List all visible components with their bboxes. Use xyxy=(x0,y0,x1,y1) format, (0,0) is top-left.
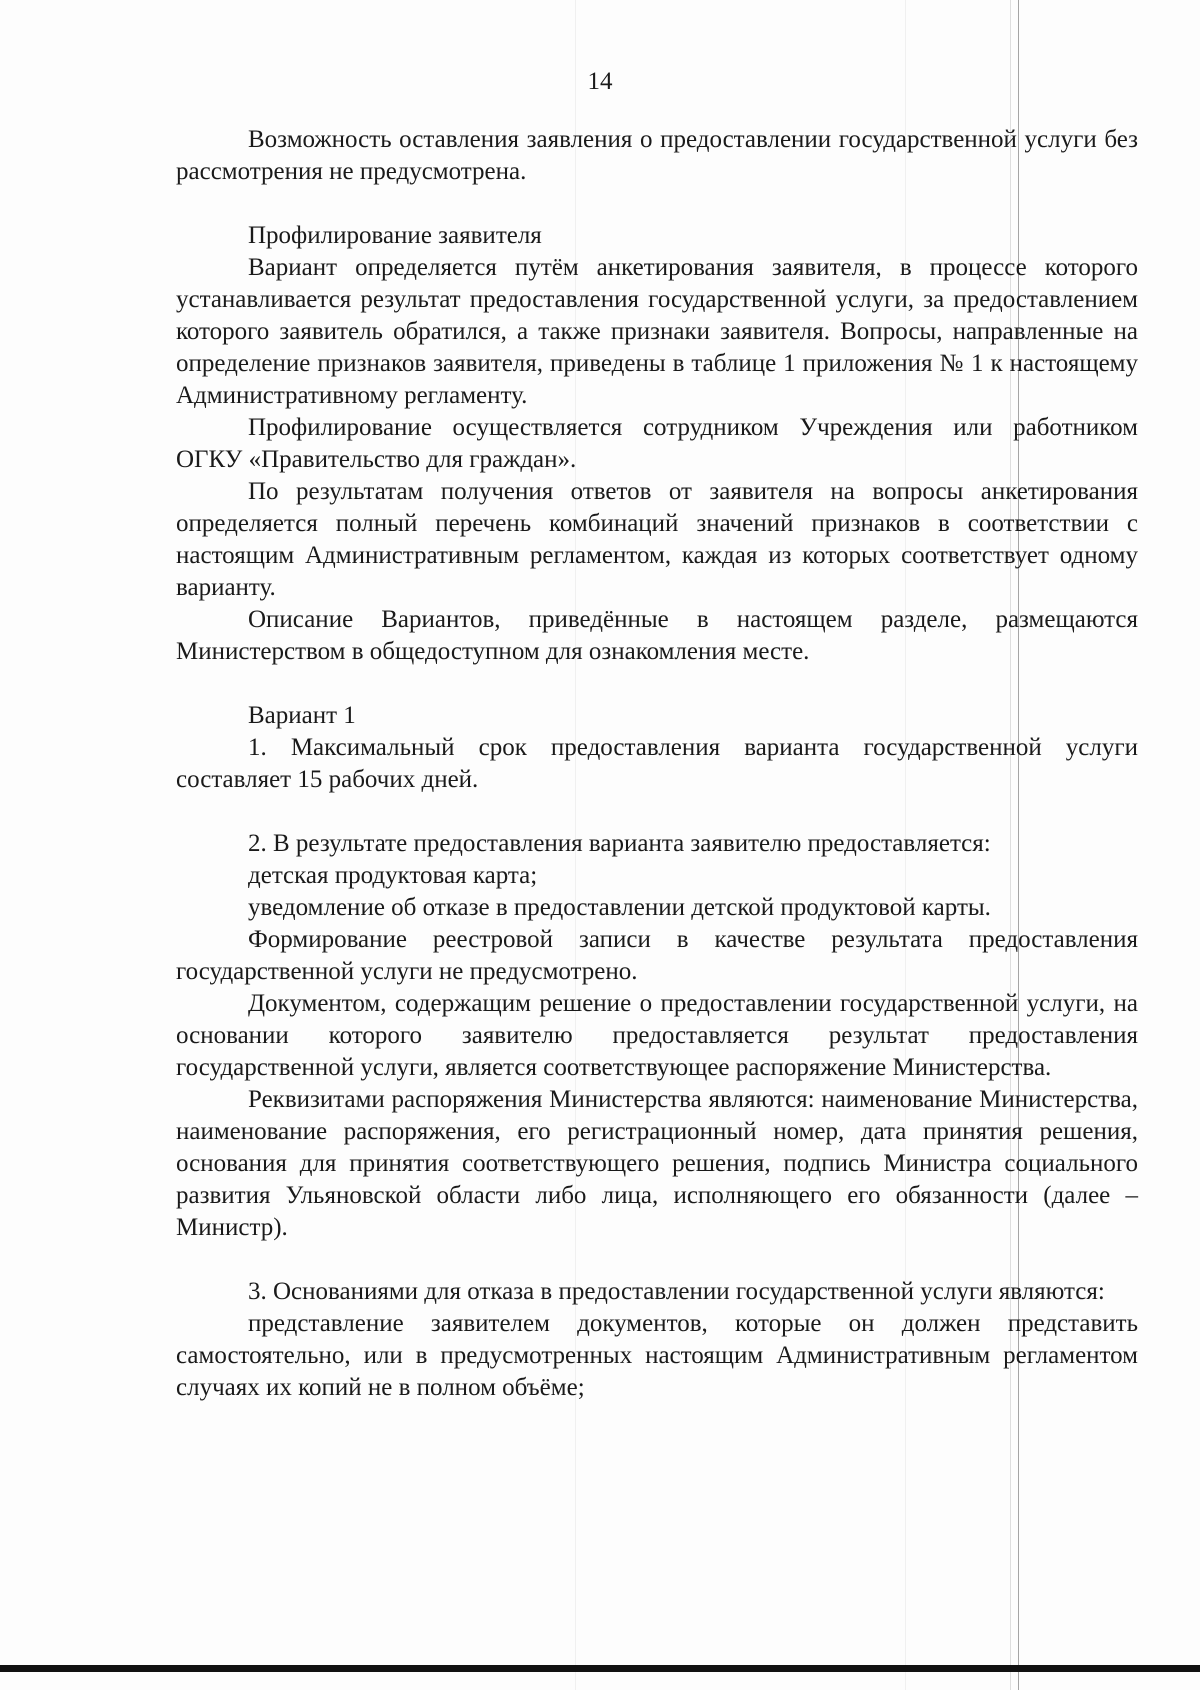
section-heading-variant: Вариант 1 xyxy=(248,702,356,729)
spacer xyxy=(176,796,1138,828)
paragraph: 1. Максимальный срок предоставления варианта государственной услуги составляет 15 рабочих дней. xyxy=(176,734,1138,793)
paragraph: Возможность оставления заявления о предоставлении государственной услуги без рассмотрения не предусмотрена. xyxy=(176,126,1138,185)
list-item: представление заявителем документов, которые он должен представить самостоятельно, или в предусмотренных настоящим Административным регламентом случаях их копий не в полном объёме; xyxy=(176,1310,1138,1401)
paragraph: Реквизитами распоряжения Министерства являются: наименование Министерства, наименование распоряжения, его регистрационный номер, дата принятия решения, основания для принятия соответствующего решения, подпись Министра социального развития Ульяновской области либо лица, исполняющего его обязанности (далее – Министр). xyxy=(176,1086,1138,1241)
paragraph: 3. Основаниями для отказа в предоставлении государственной услуги являются: xyxy=(248,1278,1105,1305)
paragraph: Описание Вариантов, приведённые в настоящем разделе, размещаются Министерством в общедоступном для ознакомления месте. xyxy=(176,606,1138,665)
paragraph: Документом, содержащим решение о предоставлении государственной услуги, на основании которого заявителю предоставляется результат предоставления государственной услуги, является соответствующее распоряжение Министерства. xyxy=(176,990,1138,1081)
document-body xyxy=(176,124,1138,1404)
spacer xyxy=(176,1244,1138,1276)
paragraph: Вариант определяется путём анкетирования заявителя, в процессе которого устанавливается результат предоставления государственной услуги, за предоставлением которого заявитель обратился, а также признаки заявителя. Вопросы, направленные на определение признаков заявителя, приведены в таблице 1 приложения № 1 к настоящему Административному регламенту. xyxy=(176,254,1138,409)
spacer xyxy=(176,668,1138,700)
list-item: уведомление об отказе в предоставлении детской продуктовой карты. xyxy=(248,894,991,921)
paragraph: Формирование реестровой записи в качестве результата предоставления государственной услуги не предусмотрено. xyxy=(176,926,1138,985)
scan-bottom-edge xyxy=(0,1665,1200,1672)
paragraph: 2. В результате предоставления варианта заявителю предоставляется: xyxy=(248,830,991,857)
paragraph: По результатам получения ответов от заявителя на вопросы анкетирования определяется полный перечень комбинаций значений признаков в соответствии с настоящим Административным регламентом, каждая из которых соответствует одному варианту. xyxy=(176,478,1138,601)
section-heading-profiling: Профилирование заявителя xyxy=(248,222,542,249)
list-item: детская продуктовая карта; xyxy=(248,862,538,889)
spacer xyxy=(176,188,1138,220)
page-number: 14 xyxy=(587,68,613,95)
paragraph: Профилирование осуществляется сотрудником Учреждения или работником ОГКУ «Правительство для граждан». xyxy=(176,414,1138,473)
